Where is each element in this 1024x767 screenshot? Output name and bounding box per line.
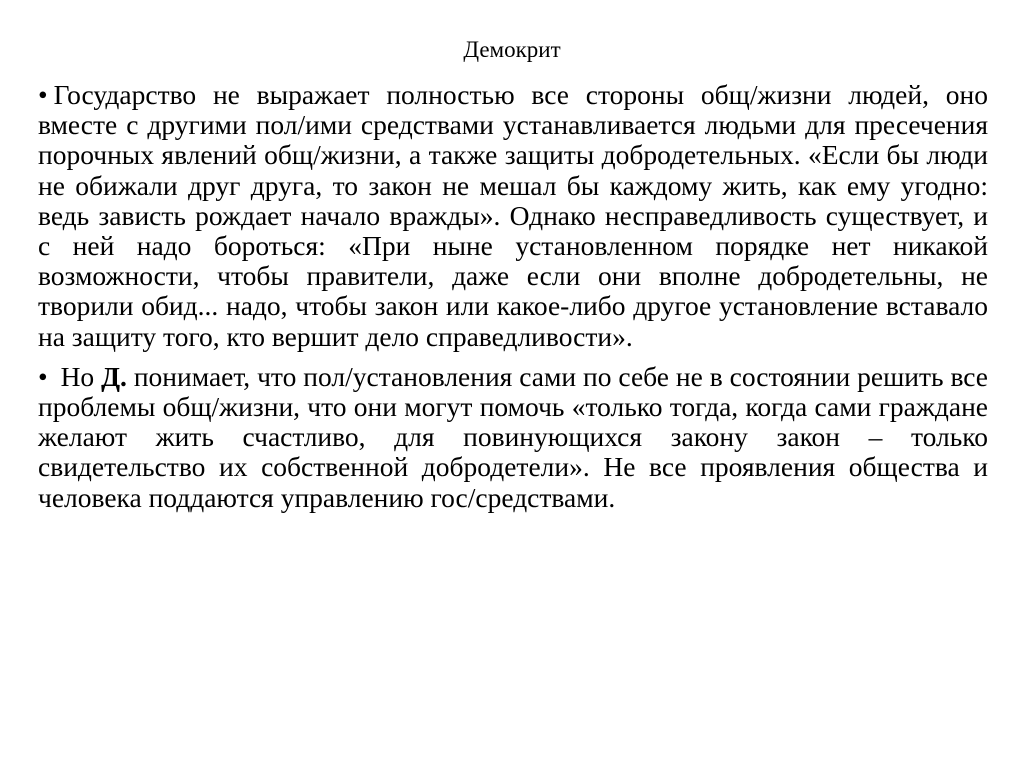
bullet-item-2 <box>38 362 988 513</box>
bullet-marker-1: • <box>38 79 48 110</box>
bullet-text-2: понимает, что пол/установления сами по себе не в состоянии решить все проблемы общ/жизни, что они могут помочь «только тогда, когда сами граждане желают жить счастливо, для повинующихся закону закон – только свидетельство их собственной добродетели». Не все проявления общества и человека поддаются управлению гос/средствами. <box>38 360 989 513</box>
bullet-marker-2: • <box>38 360 48 392</box>
bullet-text-1: Государство не выражает полностью все стороны общ/жизни людей, оно вместе с другими пол/ими средствами устанавливается людьми для пресечения порочных явлений общ/жизни, а также защиты добродетельных. «Если бы люди не обижали друг друга, то закон не мешал бы каждому жить, как ему угодно: ведь зависть рождает начало вражды». Однако несправедливость существует, и с ней надо бороться: «При ныне установленном порядке нет никакой возможности, чтобы правители, даже если они вполне добродетельны, не творили обид... надо, чтобы закон или какое-либо другое установление вставало на защиту того, кто вершит дело справедливости». <box>38 79 988 352</box>
bullet-prefix-2: Но <box>60 360 95 392</box>
bullet-bold-name: Д. <box>101 360 127 392</box>
bullet-item-1 <box>38 80 988 352</box>
slide-title: Демокрит <box>463 37 561 62</box>
slide-content <box>38 80 988 523</box>
